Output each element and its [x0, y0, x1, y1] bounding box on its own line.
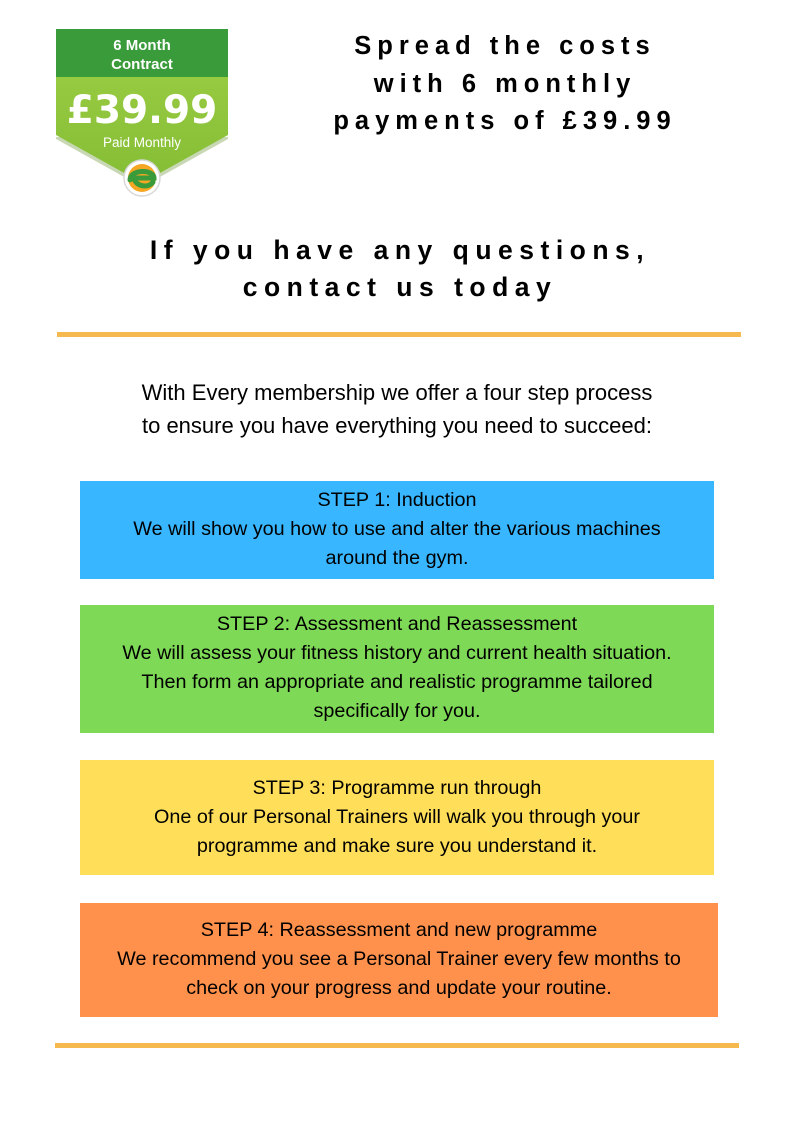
step-body-line: around the gym.: [325, 547, 469, 569]
intro-line: to ensure you have everything you need to succeed:: [141, 413, 652, 438]
step-title: STEP 1: Induction: [317, 489, 477, 511]
step-title: STEP 3: Programme run through: [252, 777, 542, 799]
step-body-line: specifically for you.: [313, 700, 481, 722]
badge-subtitle: Paid Monthly: [102, 135, 182, 150]
price-badge: [56, 29, 228, 199]
badge-price: £39.99: [66, 88, 218, 133]
divider-bottom: [55, 1043, 739, 1048]
price-badge-graphic: [56, 29, 228, 199]
step-body-line: One of our Personal Trainers will walk you through your: [154, 806, 640, 828]
headline-line: Spread the costs: [354, 32, 656, 60]
contact-callout-line: contact us today: [242, 272, 558, 302]
badge-line2: Contract: [111, 56, 173, 73]
step-3-box: [80, 760, 714, 875]
brand-logo-icon: [124, 160, 160, 196]
headline-line: payments of £39.99: [333, 107, 677, 135]
step-1-box: [80, 481, 714, 579]
intro-text: [60, 376, 734, 442]
step-title: STEP 4: Reassessment and new programme: [200, 919, 598, 941]
step-2-box: [80, 605, 714, 733]
contact-callout-line: If you have any questions,: [149, 235, 651, 265]
step-title: STEP 2: Assessment and Reassessment: [216, 613, 578, 635]
step-4-box: [80, 903, 718, 1017]
intro-line: With Every membership we offer a four step process: [141, 380, 653, 405]
badge-line1: 6 Month: [113, 37, 171, 54]
contact-callout: [60, 232, 740, 306]
headline: [290, 28, 720, 141]
step-body-line: We recommend you see a Personal Trainer every few months to: [117, 948, 681, 970]
step-body-line: We will show you how to use and alter the various machines: [133, 518, 661, 540]
divider-top: [57, 332, 741, 337]
step-body-line: programme and make sure you understand it.: [196, 835, 598, 857]
headline-line: with 6 monthly: [373, 69, 637, 98]
step-body-line: check on your progress and update your routine.: [186, 977, 612, 999]
step-body-line: Then form an appropriate and realistic programme tailored: [141, 671, 653, 693]
step-body-line: We will assess your fitness history and current health situation.: [122, 642, 672, 664]
